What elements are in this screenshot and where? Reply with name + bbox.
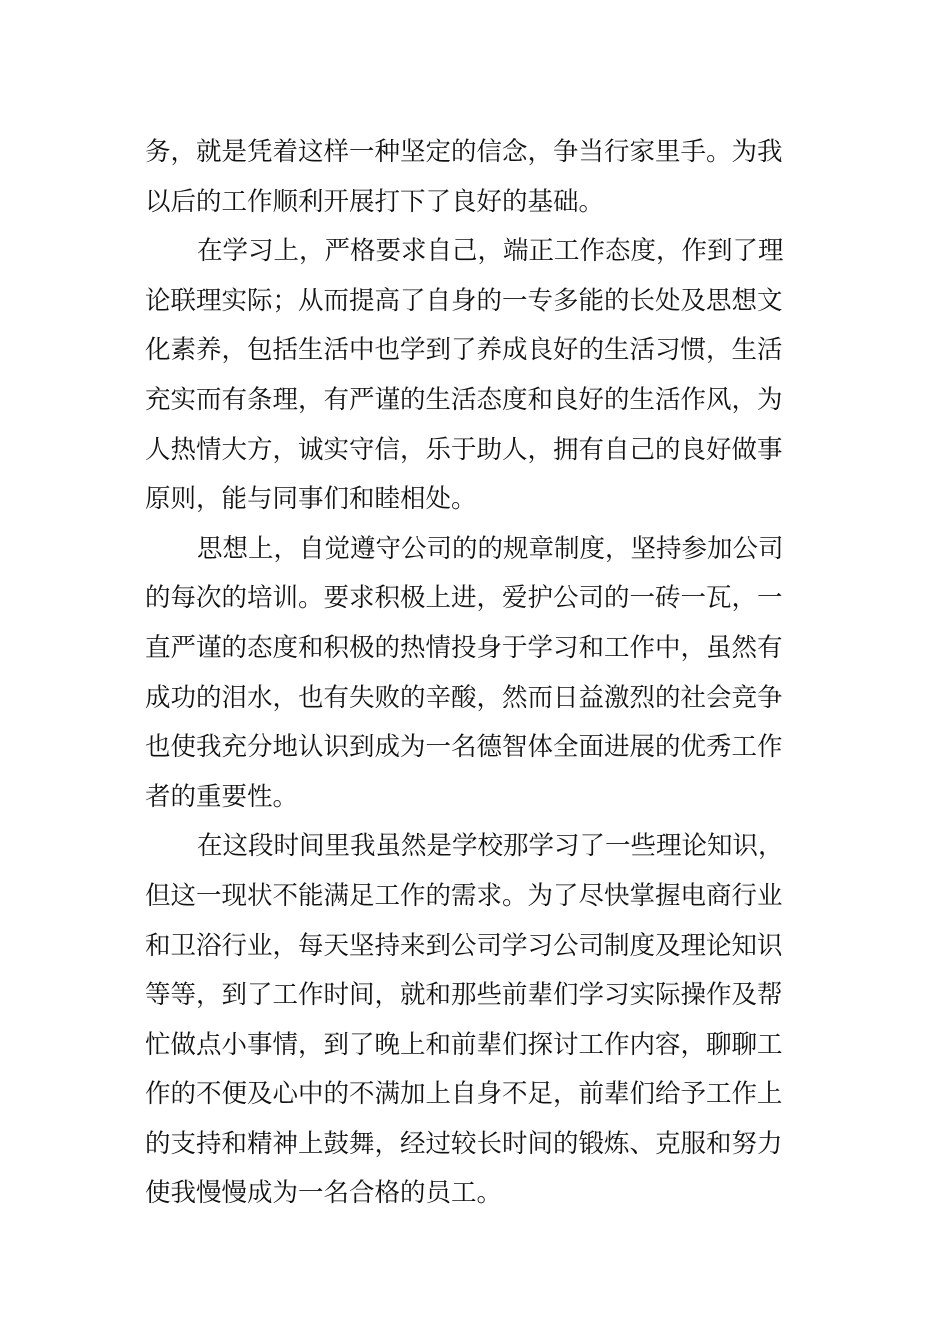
text-line: 人热情大方，诚实守信，乐于助人，拥有自己的良好做事 <box>145 434 783 465</box>
text-line: 但这一现状不能满足工作的需求。为了尽快掌握电商行业 <box>145 880 783 911</box>
text-line: 成功的泪水，也有失败的辛酸，然而日益激烈的社会竞争 <box>145 682 783 713</box>
text-line: 充实而有条理，有严谨的生活态度和良好的生活作风，为 <box>145 384 783 415</box>
text-line: 也使我充分地认识到成为一名德智体全面进展的优秀工作 <box>145 732 783 763</box>
text-line: 直严谨的态度和积极的热情投身于学习和工作中，虽然有 <box>145 632 783 663</box>
text-line: 使我慢慢成为一名合格的员工。 <box>145 1178 503 1209</box>
document-body <box>145 128 825 1219</box>
text-line: 务，就是凭着这样一种坚定的信念，争当行家里手。为我 <box>145 137 783 167</box>
text-line: 的每次的培训。要求积极上进，爱护公司的一砖一瓦，一 <box>145 583 783 614</box>
text-line: 论联理实际；从而提高了自身的一专多能的长处及思想文 <box>145 285 783 316</box>
paragraph-first-line: 在学习上，严格要求自己，端正工作态度，作到了理 <box>197 236 784 267</box>
text-line: 以后的工作顺利开展打下了良好的基础。 <box>145 186 605 217</box>
text-line: 原则，能与同事们和睦相处。 <box>145 484 477 515</box>
paragraph-first-line: 在这段时间里我虽然是学校那学习了一些理论知识， <box>197 831 784 862</box>
text-line: 和卫浴行业，每天坚持来到公司学习公司制度及理论知识 <box>145 930 783 961</box>
paragraph-first-line: 思想上，自觉遵守公司的的规章制度，坚持参加公司 <box>197 533 784 564</box>
text-line: 化素养，包括生活中也学到了养成良好的生活习惯，生活 <box>145 335 783 366</box>
text-line: 的支持和精神上鼓舞，经过较长时间的锻炼、克服和努力 <box>145 1128 783 1159</box>
text-line: 作的不便及心中的不满加上自身不足，前辈们给予工作上 <box>145 1079 783 1110</box>
text-line: 忙做点小事情，到了晚上和前辈们探讨工作内容，聊聊工 <box>145 1029 783 1060</box>
text-line: 者的重要性。 <box>145 781 299 812</box>
text-line: 等等，到了工作时间，就和那些前辈们学习实际操作及帮 <box>145 980 783 1011</box>
